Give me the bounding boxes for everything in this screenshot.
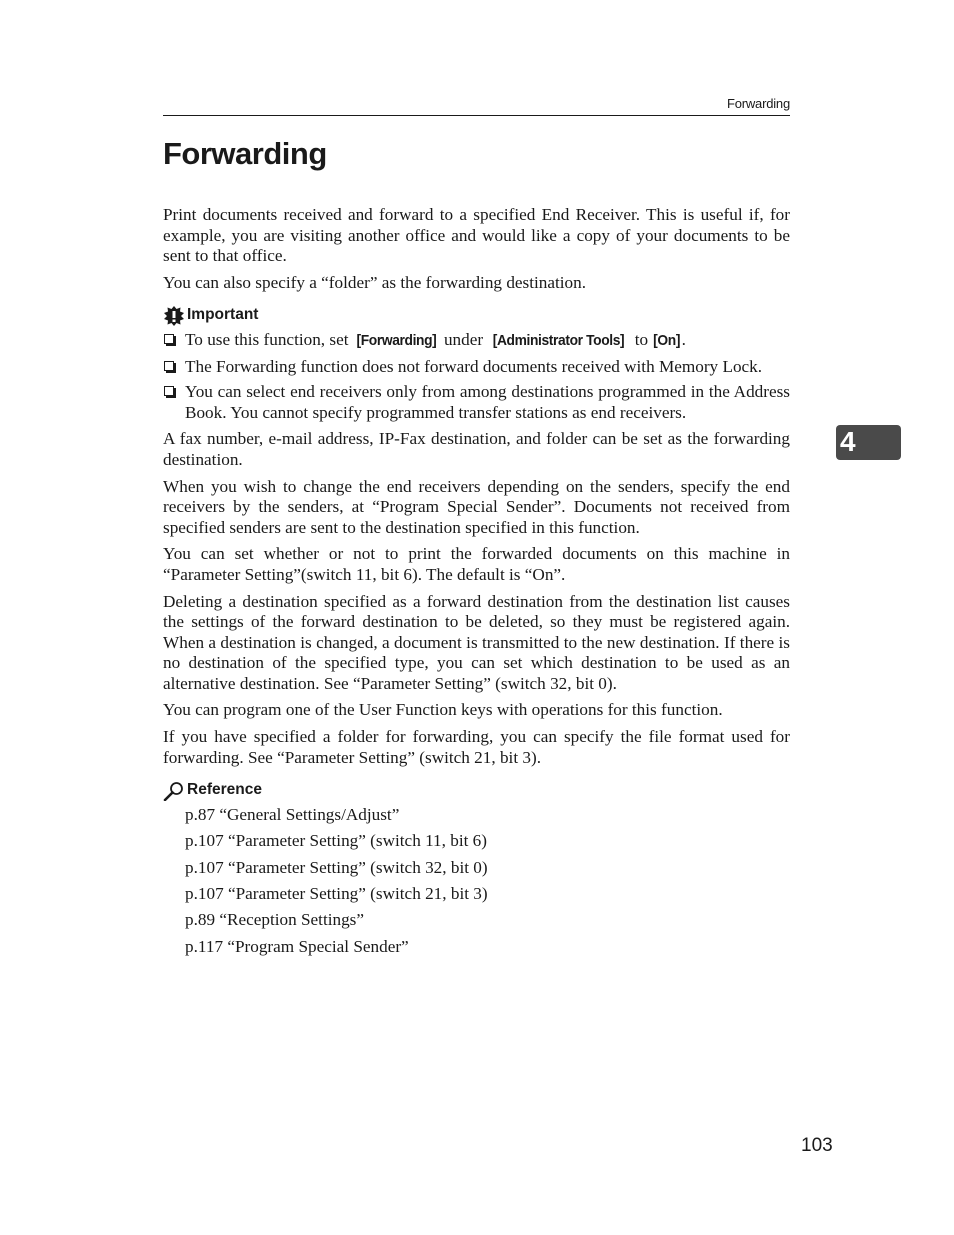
body-paragraph-3: You can set whether or not to print the forwarded documents on this machine in “Parameter Setting”(switch 11, bit 6). The default is “On”. bbox=[163, 544, 790, 584]
reference-link[interactable]: p.107 “Parameter Setting” (switch 32, bit 0) bbox=[185, 857, 488, 877]
chapter-number: 4 bbox=[840, 426, 856, 457]
administrator-tools-key-label: [Administrator Tools] bbox=[493, 331, 625, 349]
list-item bbox=[163, 357, 790, 378]
important-list bbox=[163, 330, 790, 423]
body-paragraph-4: Deleting a destination specified as a forward destination from the destination list causes the settings of the forward destination to be deleted, so they must be registered again. When a destination is changed, a document is transmitted to the new destination. If there is no destination of the specified type, you can set which destination to be used as an alternative destination. See “Parameter Setting” (switch 32, bit 0). bbox=[163, 591, 790, 693]
body-paragraph-1: A fax number, e-mail address, IP-Fax destination, and folder can be set as the forwarding destination. bbox=[163, 429, 790, 469]
reference-link[interactable]: p.107 “Parameter Setting” (switch 11, bit 6) bbox=[185, 831, 487, 851]
running-header: Forwarding bbox=[726, 96, 790, 111]
body-paragraph-2: When you wish to change the end receivers depending on the senders, specify the end receivers by the senders, at “Program Special Sender”. Documents not received from specified senders are sent to the destination specified in this function. bbox=[163, 476, 790, 537]
item-text: . bbox=[681, 329, 686, 349]
reference-heading bbox=[163, 780, 790, 801]
reference-link[interactable]: p.87 “General Settings/Adjust” bbox=[185, 804, 400, 824]
important-label: Important bbox=[187, 306, 259, 324]
reference-link[interactable]: p.117 “Program Special Sender” bbox=[185, 936, 409, 956]
reference-link[interactable]: p.107 “Parameter Setting” (switch 21, bit 3) bbox=[185, 884, 488, 904]
reference-label: Reference bbox=[187, 781, 262, 799]
item-text: To use this function, set bbox=[185, 329, 353, 349]
reference-link[interactable]: p.89 “Reception Settings” bbox=[185, 910, 365, 930]
page-title: Forwarding bbox=[163, 136, 327, 171]
body-paragraph-5: You can program one of the User Function keys with operations for this function. bbox=[163, 700, 723, 720]
main-content bbox=[163, 205, 790, 963]
intro-paragraph-2: You can also specify a “folder” as the forwarding destination. bbox=[163, 272, 587, 292]
chapter-tab bbox=[836, 425, 901, 460]
body-paragraph-6: If you have specified a folder for forwarding, you can specify the file format used for forwarding. See “Parameter Setting” (switch 21, bit 3). bbox=[163, 727, 790, 767]
intro-paragraph-1: Print documents received and forward to a specified End Receiver. This is useful if, for example, you are visiting another office and would like a copy of your documents to be sent to that office. bbox=[163, 205, 790, 266]
item-text: to bbox=[630, 329, 653, 349]
item-text: under bbox=[439, 329, 488, 349]
list-item bbox=[163, 330, 790, 352]
list-item bbox=[163, 382, 790, 423]
on-key-label: [On] bbox=[653, 331, 681, 349]
important-heading bbox=[163, 305, 790, 326]
magnifier-icon bbox=[163, 781, 185, 801]
important-icon bbox=[163, 306, 185, 326]
page-number: 103 bbox=[801, 1135, 833, 1156]
header-rule bbox=[163, 115, 790, 116]
reference-list bbox=[185, 805, 790, 958]
checkbox-icon bbox=[164, 386, 174, 396]
forwarding-key-label: [Forwarding] bbox=[356, 331, 437, 349]
item-text: You can select end receivers only from among destinations programmed in the Address Book. You cannot specify programmed transfer stations as end receivers. bbox=[185, 382, 790, 422]
checkbox-icon bbox=[164, 361, 174, 371]
checkbox-icon bbox=[164, 334, 174, 344]
item-text: The Forwarding function does not forward documents received with Memory Lock. bbox=[185, 356, 763, 376]
